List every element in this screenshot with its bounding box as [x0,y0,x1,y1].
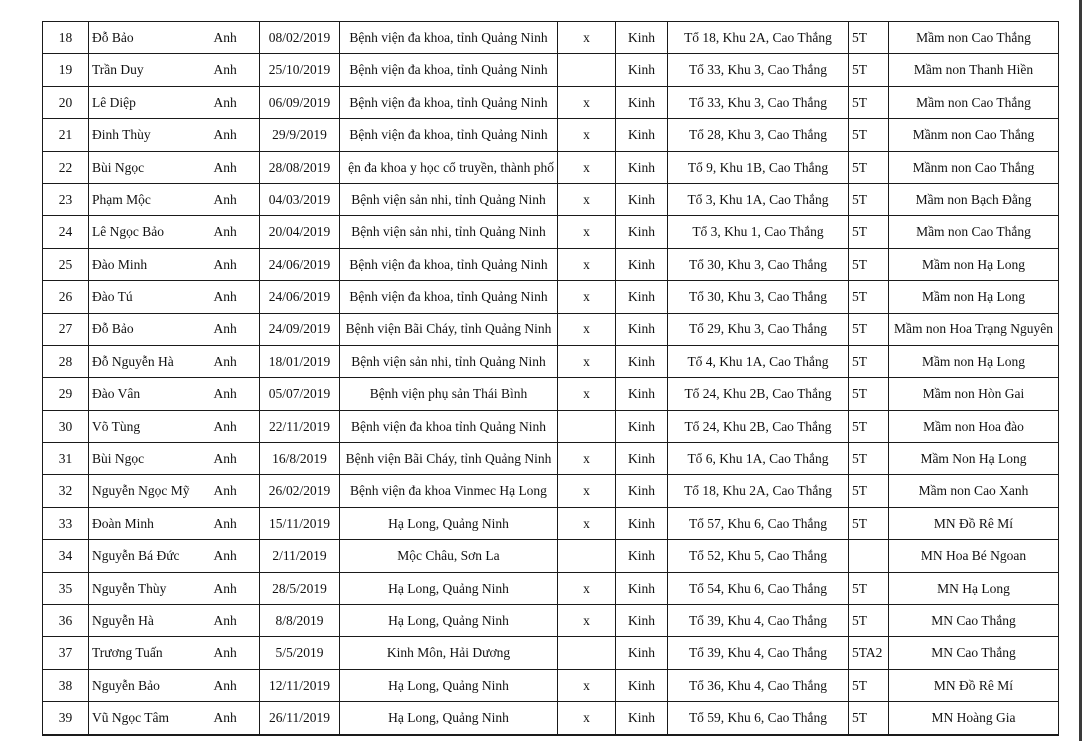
birth-date-cell: 06/09/2019 [260,86,340,118]
birth-place-cell: Bệnh viện đa khoa, tỉnh Quảng Ninh [340,86,558,118]
birth-place-cell: ện đa khoa y học cổ truyền, thành phố [340,151,558,183]
birth-place-cell: Hạ Long, Quảng Ninh [340,507,558,539]
birth-date-cell: 24/06/2019 [260,248,340,280]
class-cell: 5T [849,669,889,701]
surname-cell: Đào Tú [89,281,211,313]
birth-date-cell: 28/5/2019 [260,572,340,604]
school-cell: MN Đồ Rê Mí [889,669,1059,701]
mark-cell: x [558,378,616,410]
address-cell: Tổ 6, Khu 1A, Cao Thắng [668,443,849,475]
birth-place-cell: Bệnh viện Bãi Cháy, tỉnh Quảng Ninh [340,443,558,475]
row-number-cell: 25 [43,248,89,280]
table-row [43,119,1059,151]
address-cell: Tổ 3, Khu 1A, Cao Thắng [668,183,849,215]
ethnicity-cell: Kinh [616,216,668,248]
school-cell: Mầnm non Cao Thắng [889,151,1059,183]
birth-place-cell: Hạ Long, Quảng Ninh [340,605,558,637]
ethnicity-cell: Kinh [616,281,668,313]
ethnicity-cell: Kinh [616,54,668,86]
school-cell: MN Đồ Rê Mí [889,507,1059,539]
row-number-cell: 31 [43,443,89,475]
table-row [43,443,1059,475]
class-cell: 5T [849,119,889,151]
mark-cell [558,540,616,572]
table-row [43,345,1059,377]
school-cell: Mầnm non Cao Thắng [889,119,1059,151]
mark-cell [558,410,616,442]
ethnicity-cell: Kinh [616,669,668,701]
birth-date-cell: 29/9/2019 [260,119,340,151]
table-row [43,248,1059,280]
school-cell: Mầm non Hòn Gai [889,378,1059,410]
surname-cell: Nguyễn Ngọc Mỹ [89,475,211,507]
table-row [43,378,1059,410]
birth-date-cell: 08/02/2019 [260,22,340,54]
address-cell: Tổ 52, Khu 5, Cao Thắng [668,540,849,572]
ethnicity-cell: Kinh [616,410,668,442]
class-cell: 5T [849,572,889,604]
class-cell: 5T [849,54,889,86]
birth-date-cell: 15/11/2019 [260,507,340,539]
class-cell: 5T [849,86,889,118]
school-cell: Mầm non Cao Thắng [889,22,1059,54]
row-number-cell: 23 [43,183,89,215]
ethnicity-cell: Kinh [616,507,668,539]
mark-cell: x [558,22,616,54]
surname-cell: Bùi Ngọc [89,443,211,475]
school-cell: MN Hạ Long [889,572,1059,604]
row-number-cell: 18 [43,22,89,54]
address-cell: Tổ 54, Khu 6, Cao Thắng [668,572,849,604]
row-number-cell: 19 [43,54,89,86]
row-number-cell: 38 [43,669,89,701]
birth-place-cell: Bệnh viện Bãi Cháy, tỉnh Quảng Ninh [340,313,558,345]
class-cell: 5T [849,216,889,248]
surname-cell: Nguyễn Bá Đức [89,540,211,572]
given-name-cell: Anh [211,216,260,248]
school-cell: Mầm non Hoa đào [889,410,1059,442]
surname-cell: Bùi Ngọc [89,151,211,183]
surname-cell: Nguyễn Bảo [89,669,211,701]
birth-date-cell: 25/10/2019 [260,54,340,86]
ethnicity-cell: Kinh [616,22,668,54]
row-number-cell: 36 [43,605,89,637]
school-cell: MN Cao Thắng [889,637,1059,669]
class-cell: 5T [849,443,889,475]
row-number-cell: 35 [43,572,89,604]
row-number-cell: 28 [43,345,89,377]
birth-place-cell: Bệnh viện đa khoa Vinmec Hạ Long [340,475,558,507]
given-name-cell: Anh [211,313,260,345]
row-number-cell: 33 [43,507,89,539]
page-edge-divider [1079,0,1082,741]
table-row [43,702,1059,735]
address-cell: Tổ 24, Khu 2B, Cao Thắng [668,378,849,410]
table-row [43,281,1059,313]
mark-cell: x [558,475,616,507]
class-cell: 5T [849,507,889,539]
surname-cell: Lê Diệp [89,86,211,118]
birth-date-cell: 5/5/2019 [260,637,340,669]
table-row [43,410,1059,442]
given-name-cell: Anh [211,507,260,539]
given-name-cell: Anh [211,637,260,669]
given-name-cell: Anh [211,119,260,151]
row-number-cell: 34 [43,540,89,572]
row-number-cell: 29 [43,378,89,410]
table-row [43,313,1059,345]
given-name-cell: Anh [211,572,260,604]
given-name-cell: Anh [211,443,260,475]
address-cell: Tổ 39, Khu 4, Cao Thắng [668,637,849,669]
address-cell: Tổ 30, Khu 3, Cao Thắng [668,248,849,280]
class-cell: 5T [849,345,889,377]
row-number-cell: 26 [43,281,89,313]
birth-place-cell: Bệnh viện sản nhi, tỉnh Quảng Ninh [340,345,558,377]
mark-cell: x [558,183,616,215]
given-name-cell: Anh [211,378,260,410]
class-cell: 5T [849,248,889,280]
address-cell: Tổ 9, Khu 1B, Cao Thắng [668,151,849,183]
school-cell: Mầm non Bạch Đằng [889,183,1059,215]
surname-cell: Đỗ Bảo [89,22,211,54]
given-name-cell: Anh [211,54,260,86]
surname-cell: Trương Tuấn [89,637,211,669]
row-number-cell: 21 [43,119,89,151]
birth-date-cell: 28/08/2019 [260,151,340,183]
address-cell: Tổ 39, Khu 4, Cao Thắng [668,605,849,637]
mark-cell: x [558,119,616,151]
table-row [43,507,1059,539]
ethnicity-cell: Kinh [616,313,668,345]
address-cell: Tổ 33, Khu 3, Cao Thắng [668,54,849,86]
birth-place-cell: Hạ Long, Quảng Ninh [340,702,558,735]
address-cell: Tổ 18, Khu 2A, Cao Thắng [668,22,849,54]
surname-cell: Nguyễn Thùy [89,572,211,604]
school-cell: Mầm non Thanh Hiền [889,54,1059,86]
given-name-cell: Anh [211,605,260,637]
address-cell: Tổ 24, Khu 2B, Cao Thắng [668,410,849,442]
given-name-cell: Anh [211,281,260,313]
birth-date-cell: 24/09/2019 [260,313,340,345]
address-cell: Tổ 29, Khu 3, Cao Thắng [668,313,849,345]
surname-cell: Đỗ Bảo [89,313,211,345]
birth-date-cell: 2/11/2019 [260,540,340,572]
table-row [43,183,1059,215]
address-cell: Tổ 3, Khu 1, Cao Thắng [668,216,849,248]
surname-cell: Vũ Ngọc Tâm [89,702,211,735]
given-name-cell: Anh [211,410,260,442]
mark-cell: x [558,605,616,637]
ethnicity-cell: Kinh [616,572,668,604]
school-cell: MN Hoàng Gia [889,702,1059,735]
given-name-cell: Anh [211,345,260,377]
address-cell: Tổ 57, Khu 6, Cao Thắng [668,507,849,539]
class-cell: 5T [849,702,889,735]
table-row [43,475,1059,507]
birth-date-cell: 26/11/2019 [260,702,340,735]
given-name-cell: Anh [211,183,260,215]
given-name-cell: Anh [211,669,260,701]
given-name-cell: Anh [211,702,260,735]
given-name-cell: Anh [211,540,260,572]
address-cell: Tổ 18, Khu 2A, Cao Thắng [668,475,849,507]
mark-cell: x [558,702,616,735]
ethnicity-cell: Kinh [616,119,668,151]
row-number-cell: 22 [43,151,89,183]
school-cell: Mầm non Cao Thắng [889,216,1059,248]
class-cell: 5T [849,605,889,637]
birth-place-cell: Bệnh viện đa khoa, tỉnh Quảng Ninh [340,248,558,280]
mark-cell: x [558,507,616,539]
mark-cell: x [558,151,616,183]
class-cell: 5T [849,313,889,345]
birth-place-cell: Kinh Môn, Hải Dương [340,637,558,669]
birth-place-cell: Bệnh viện đa khoa tỉnh Quảng Ninh [340,410,558,442]
birth-date-cell: 12/11/2019 [260,669,340,701]
table-row [43,151,1059,183]
row-number-cell: 27 [43,313,89,345]
address-cell: Tổ 59, Khu 6, Cao Thắng [668,702,849,735]
mark-cell: x [558,443,616,475]
ethnicity-cell: Kinh [616,183,668,215]
student-roster-table [42,21,1059,736]
address-cell: Tổ 28, Khu 3, Cao Thắng [668,119,849,151]
birth-place-cell: Mộc Châu, Sơn La [340,540,558,572]
school-cell: Mầm Non Hạ Long [889,443,1059,475]
surname-cell: Trần Duy [89,54,211,86]
mark-cell: x [558,345,616,377]
roster-body [43,22,1059,735]
surname-cell: Võ Tùng [89,410,211,442]
class-cell [849,540,889,572]
row-number-cell: 39 [43,702,89,735]
school-cell: Mầm non Hạ Long [889,281,1059,313]
birth-place-cell: Bệnh viện đa khoa, tỉnh Quảng Ninh [340,281,558,313]
given-name-cell: Anh [211,248,260,280]
birth-date-cell: 24/06/2019 [260,281,340,313]
given-name-cell: Anh [211,86,260,118]
table-row [43,54,1059,86]
surname-cell: Nguyễn Hà [89,605,211,637]
class-cell: 5T [849,151,889,183]
mark-cell: x [558,86,616,118]
row-number-cell: 30 [43,410,89,442]
birth-date-cell: 26/02/2019 [260,475,340,507]
mark-cell: x [558,313,616,345]
ethnicity-cell: Kinh [616,443,668,475]
row-number-cell: 32 [43,475,89,507]
address-cell: Tổ 36, Khu 4, Cao Thắng [668,669,849,701]
class-cell: 5T [849,183,889,215]
row-number-cell: 20 [43,86,89,118]
school-cell: MN Hoa Bé Ngoan [889,540,1059,572]
table-row [43,605,1059,637]
birth-date-cell: 05/07/2019 [260,378,340,410]
row-number-cell: 24 [43,216,89,248]
table-row [43,86,1059,118]
table-row [43,669,1059,701]
school-cell: MN Cao Thắng [889,605,1059,637]
class-cell: 5TA2 [849,637,889,669]
mark-cell [558,637,616,669]
ethnicity-cell: Kinh [616,702,668,735]
ethnicity-cell: Kinh [616,475,668,507]
ethnicity-cell: Kinh [616,378,668,410]
birth-date-cell: 22/11/2019 [260,410,340,442]
ethnicity-cell: Kinh [616,637,668,669]
table-row [43,216,1059,248]
school-cell: Mầm non Hạ Long [889,248,1059,280]
table-row [43,540,1059,572]
surname-cell: Phạm Mộc [89,183,211,215]
given-name-cell: Anh [211,151,260,183]
mark-cell: x [558,216,616,248]
class-cell: 5T [849,410,889,442]
class-cell: 5T [849,475,889,507]
ethnicity-cell: Kinh [616,86,668,118]
birth-place-cell: Bệnh viện đa khoa, tỉnh Quảng Ninh [340,119,558,151]
given-name-cell: Anh [211,22,260,54]
birth-place-cell: Bệnh viện phụ sản Thái Bình [340,378,558,410]
ethnicity-cell: Kinh [616,345,668,377]
class-cell: 5T [849,281,889,313]
surname-cell: Đỗ Nguyễn Hà [89,345,211,377]
ethnicity-cell: Kinh [616,151,668,183]
birth-place-cell: Bệnh viện đa khoa, tỉnh Quảng Ninh [340,22,558,54]
birth-date-cell: 16/8/2019 [260,443,340,475]
address-cell: Tổ 30, Khu 3, Cao Thắng [668,281,849,313]
table-row [43,22,1059,54]
address-cell: Tổ 33, Khu 3, Cao Thắng [668,86,849,118]
row-number-cell: 37 [43,637,89,669]
mark-cell: x [558,669,616,701]
ethnicity-cell: Kinh [616,540,668,572]
surname-cell: Đào Minh [89,248,211,280]
birth-place-cell: Hạ Long, Quảng Ninh [340,572,558,604]
birth-place-cell: Hạ Long, Quảng Ninh [340,669,558,701]
birth-date-cell: 8/8/2019 [260,605,340,637]
mark-cell [558,54,616,86]
surname-cell: Đào Vân [89,378,211,410]
mark-cell: x [558,572,616,604]
surname-cell: Đinh Thùy [89,119,211,151]
given-name-cell: Anh [211,475,260,507]
school-cell: Mầm non Hạ Long [889,345,1059,377]
table-row [43,637,1059,669]
address-cell: Tổ 4, Khu 1A, Cao Thắng [668,345,849,377]
table-row [43,572,1059,604]
birth-place-cell: Bệnh viện đa khoa, tỉnh Quảng Ninh [340,54,558,86]
ethnicity-cell: Kinh [616,248,668,280]
surname-cell: Lê Ngọc Bảo [89,216,211,248]
class-cell: 5T [849,22,889,54]
surname-cell: Đoàn Minh [89,507,211,539]
mark-cell: x [558,281,616,313]
birth-place-cell: Bệnh viện sản nhi, tỉnh Quảng Ninh [340,216,558,248]
ethnicity-cell: Kinh [616,605,668,637]
school-cell: Mầm non Cao Xanh [889,475,1059,507]
birth-date-cell: 20/04/2019 [260,216,340,248]
school-cell: Mầm non Cao Thắng [889,86,1059,118]
birth-date-cell: 18/01/2019 [260,345,340,377]
birth-date-cell: 04/03/2019 [260,183,340,215]
mark-cell: x [558,248,616,280]
class-cell: 5T [849,378,889,410]
birth-place-cell: Bệnh viện sản nhi, tỉnh Quảng Ninh [340,183,558,215]
school-cell: Mầm non Hoa Trạng Nguyên [889,313,1059,345]
